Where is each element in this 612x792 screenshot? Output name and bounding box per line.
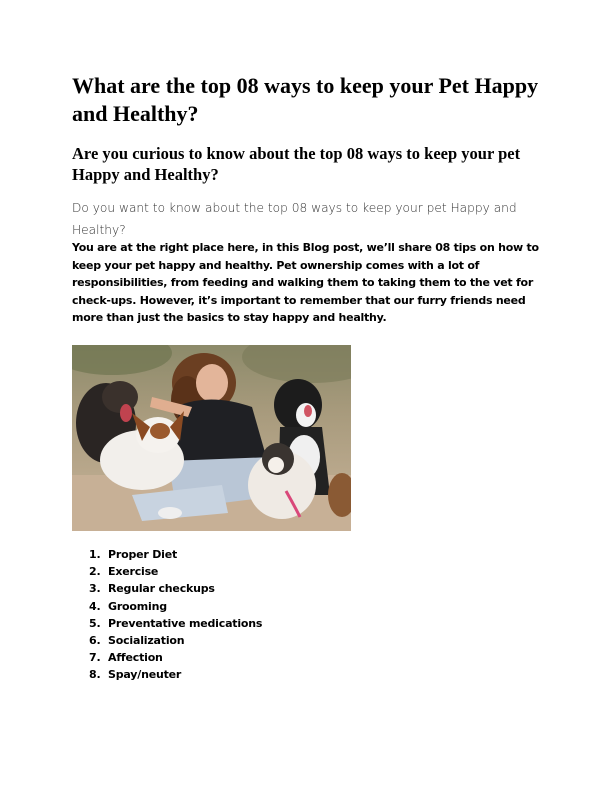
woman-with-dogs-photo <box>72 345 351 531</box>
list-item-number: 8. <box>89 668 101 682</box>
list-item-number: 5. <box>89 616 101 630</box>
list-item <box>72 649 262 666</box>
page-title: What are the top 08 ways to keep your Pet Happy and Healthy? <box>72 73 539 126</box>
list-item-label: Regular checkups <box>108 582 215 596</box>
list-item-number: 3. <box>89 582 101 596</box>
list-item-label: Socialization <box>108 634 185 648</box>
list-item <box>72 615 262 632</box>
list-item <box>72 546 262 563</box>
tips-list <box>72 546 262 684</box>
list-item-number: 7. <box>89 651 101 665</box>
list-item-label: Spay/neuter <box>108 668 182 682</box>
list-item-label: Affection <box>108 651 163 665</box>
list-item-label: Exercise <box>108 565 159 579</box>
list-item <box>72 632 262 649</box>
page-subtitle: Are you curious to know about the top 08 ways to keep your pet Happy and Healthy? <box>72 144 521 184</box>
intro-paragraph: Do you want to know about the top 08 ways to keep your pet Happy and Healthy? <box>72 201 517 237</box>
list-item-number: 1. <box>89 548 101 561</box>
list-item <box>72 563 262 580</box>
list-item-label: Grooming <box>108 599 167 613</box>
list-item <box>72 598 262 615</box>
list-item-label: Proper Diet <box>108 548 178 561</box>
list-item-number: 2. <box>89 565 101 579</box>
list-item <box>72 666 262 683</box>
list-item-label: Preventative medications <box>108 616 263 630</box>
list-item-number: 6. <box>89 634 101 648</box>
list-item <box>72 580 262 597</box>
list-item-number: 4. <box>89 599 101 613</box>
body-paragraph: You are at the right place here, in this Blog post, we’ll share 08 tips on how to keep your pet happy and healthy. Pet ownership comes with a lot of responsibilities, from feeding and walking them to taking them to the vet for check-ups. However, it’s important to remember that our furry friends need more than just the basics to stay happy and healthy. <box>72 241 539 324</box>
